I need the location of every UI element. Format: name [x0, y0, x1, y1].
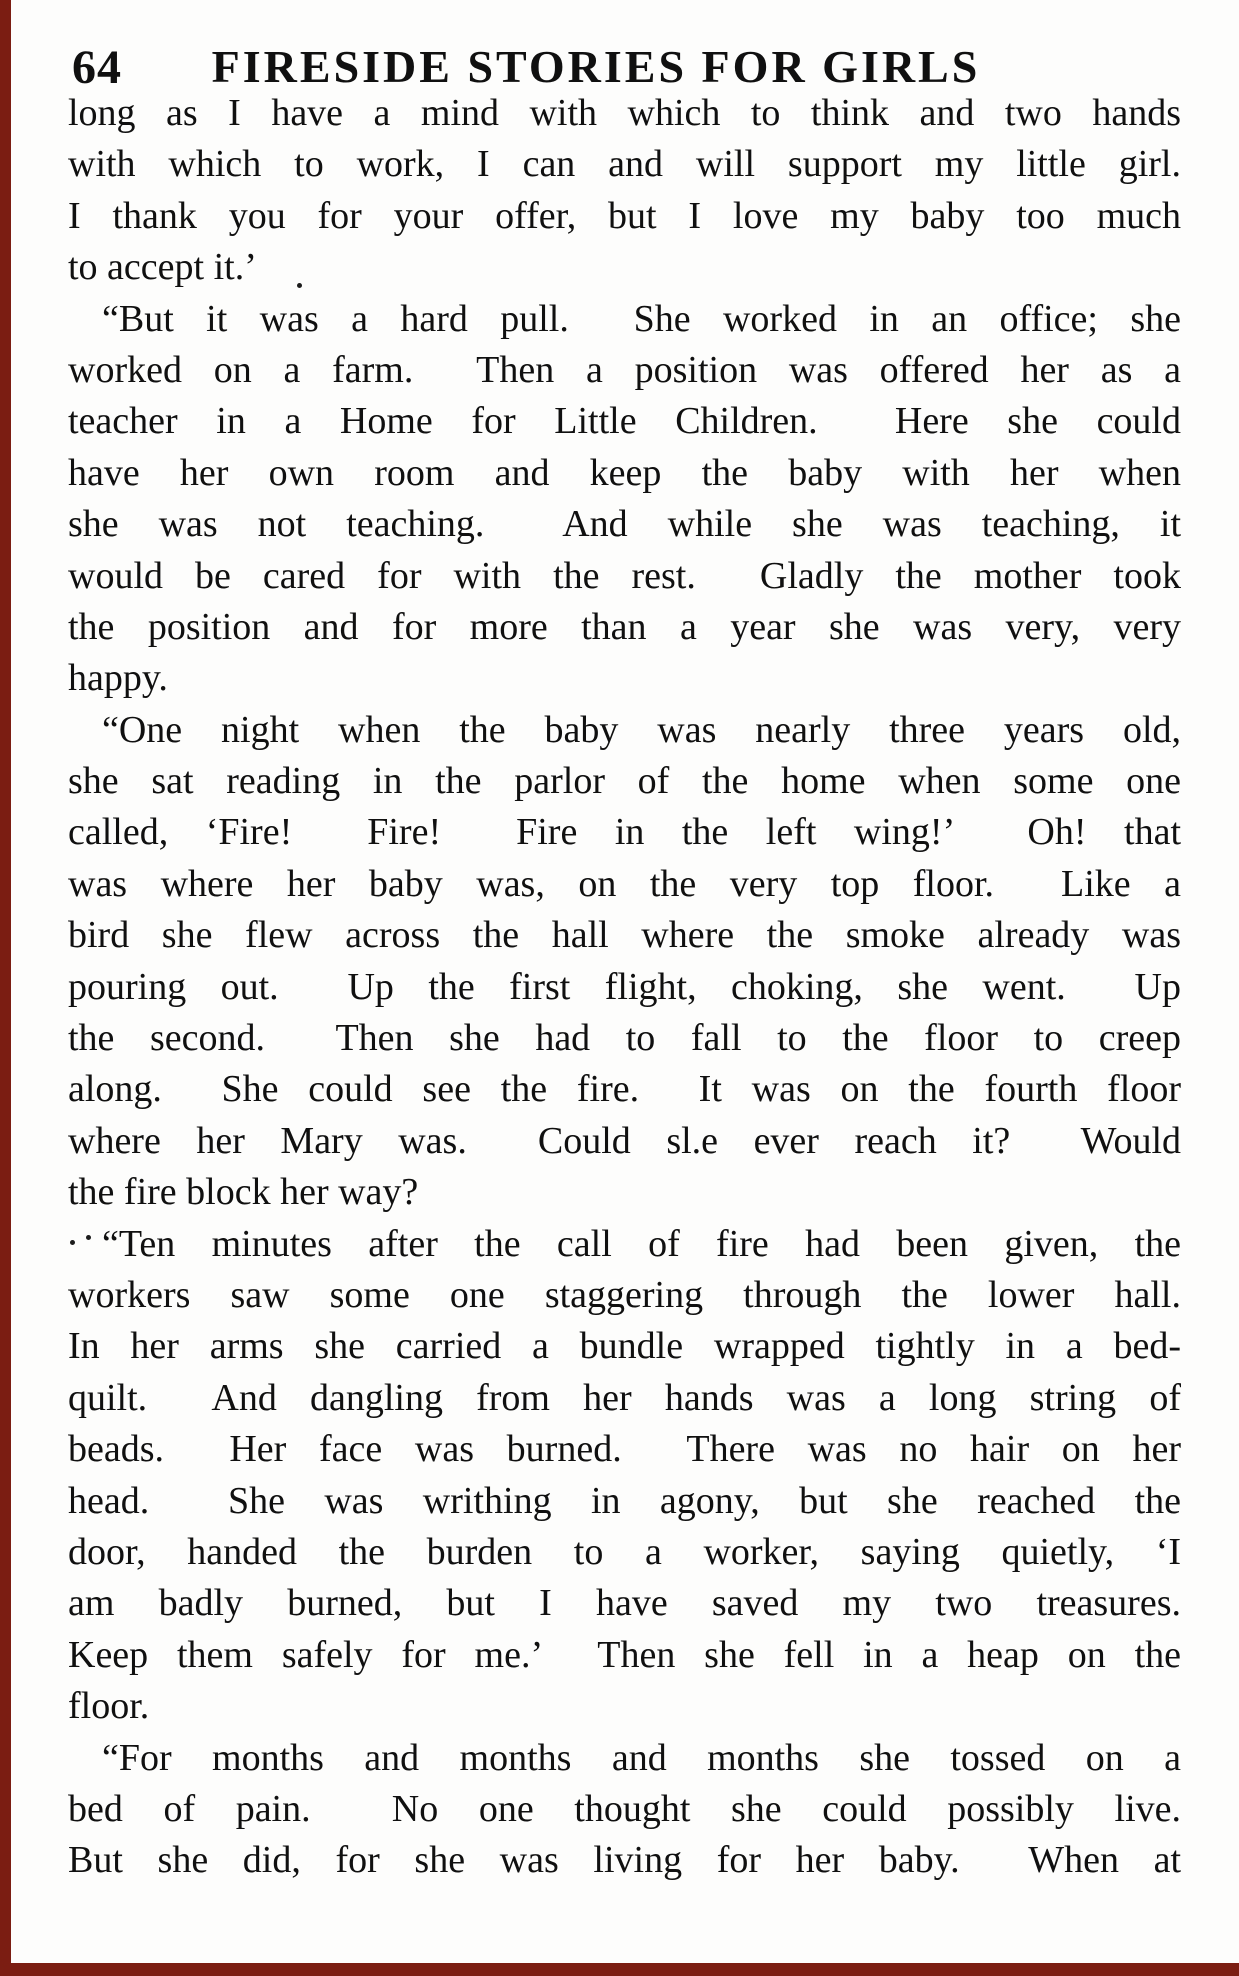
ink-speck — [86, 1235, 91, 1240]
text-line: “For months and months and months she tossed on a — [102, 1736, 1181, 1779]
text-line: happy. — [68, 657, 168, 700]
text-line: where her Mary was. Could sl.e ever reach it? Would — [68, 1119, 1181, 1162]
text-line: teacher in a Home for Little Children. Here she could — [68, 400, 1181, 443]
text-line: would be cared for with the rest. Gladly the mother took — [68, 554, 1181, 597]
text-line: she was not teaching. And while she was teaching, it — [68, 503, 1181, 546]
page-edge-bottom — [0, 1963, 1239, 1976]
text-line: along. She could see the fire. It was on the fourth floor — [68, 1068, 1181, 1111]
running-title: FIRESIDE STORIES FOR GIRLS — [211, 41, 981, 92]
text-line: worked on a farm. Then a position was offered her as a — [68, 348, 1181, 391]
text-line: have her own room and keep the baby with her when — [68, 451, 1181, 494]
text-line: Keep them safely for me.’ Then she fell in a heap on the — [68, 1633, 1181, 1676]
text-line: to accept it.’ — [68, 246, 257, 289]
page-number: 64 — [72, 41, 122, 94]
text-line: the second. Then she had to fall to the floor to creep — [68, 1017, 1181, 1060]
text-line: with which to work, I can and will support my little girl. — [68, 143, 1181, 186]
text-line: the position and for more than a year she was very, very — [68, 605, 1181, 648]
text-line: quilt. And dangling from her hands was a long string of — [68, 1376, 1181, 1419]
text-line: “But it was a hard pull. She worked in an office; she — [102, 297, 1181, 340]
text-block — [68, 88, 1181, 1887]
page-edge-left — [0, 0, 11, 1976]
text-line: door, handed the burden to a worker, saying quietly, ‘I — [68, 1530, 1181, 1573]
ink-speck — [70, 1240, 75, 1245]
text-line: called, ‘Fire! Fire! Fire in the left wing!’ Oh! that — [68, 811, 1181, 854]
text-line: workers saw some one staggering through the lower hall. — [68, 1273, 1181, 1316]
text-line: am badly burned, but I have saved my two treasures. — [68, 1582, 1181, 1625]
text-line: the fire block her way? — [68, 1171, 419, 1214]
text-line: floor. — [68, 1685, 150, 1728]
text-line: pouring out. Up the first flight, choking, she went. Up — [68, 965, 1181, 1008]
text-line: she sat reading in the parlor of the home when some one — [68, 760, 1181, 803]
text-line: In her arms she carried a bundle wrapped tightly in a bed- — [68, 1325, 1181, 1368]
text-line: But she did, for she was living for her baby. When at — [68, 1839, 1181, 1882]
ink-speck — [297, 283, 302, 288]
text-line: “One night when the baby was nearly three years old, — [102, 708, 1181, 751]
text-line: was where her baby was, on the very top floor. Like a — [68, 862, 1181, 905]
text-line: head. She was writhing in agony, but she reached the — [68, 1479, 1181, 1522]
text-line: I thank you for your offer, but I love my baby too much — [68, 194, 1181, 237]
text-line: bed of pain. No one thought she could possibly live. — [68, 1787, 1181, 1830]
text-line: long as I have a mind with which to think and two hands — [68, 92, 1181, 134]
text-line: “Ten minutes after the call of fire had been given, the — [102, 1222, 1181, 1265]
text-line: bird she flew across the hall where the smoke already was — [68, 914, 1181, 957]
text-line: beads. Her face was burned. There was no hair on her — [68, 1428, 1181, 1471]
